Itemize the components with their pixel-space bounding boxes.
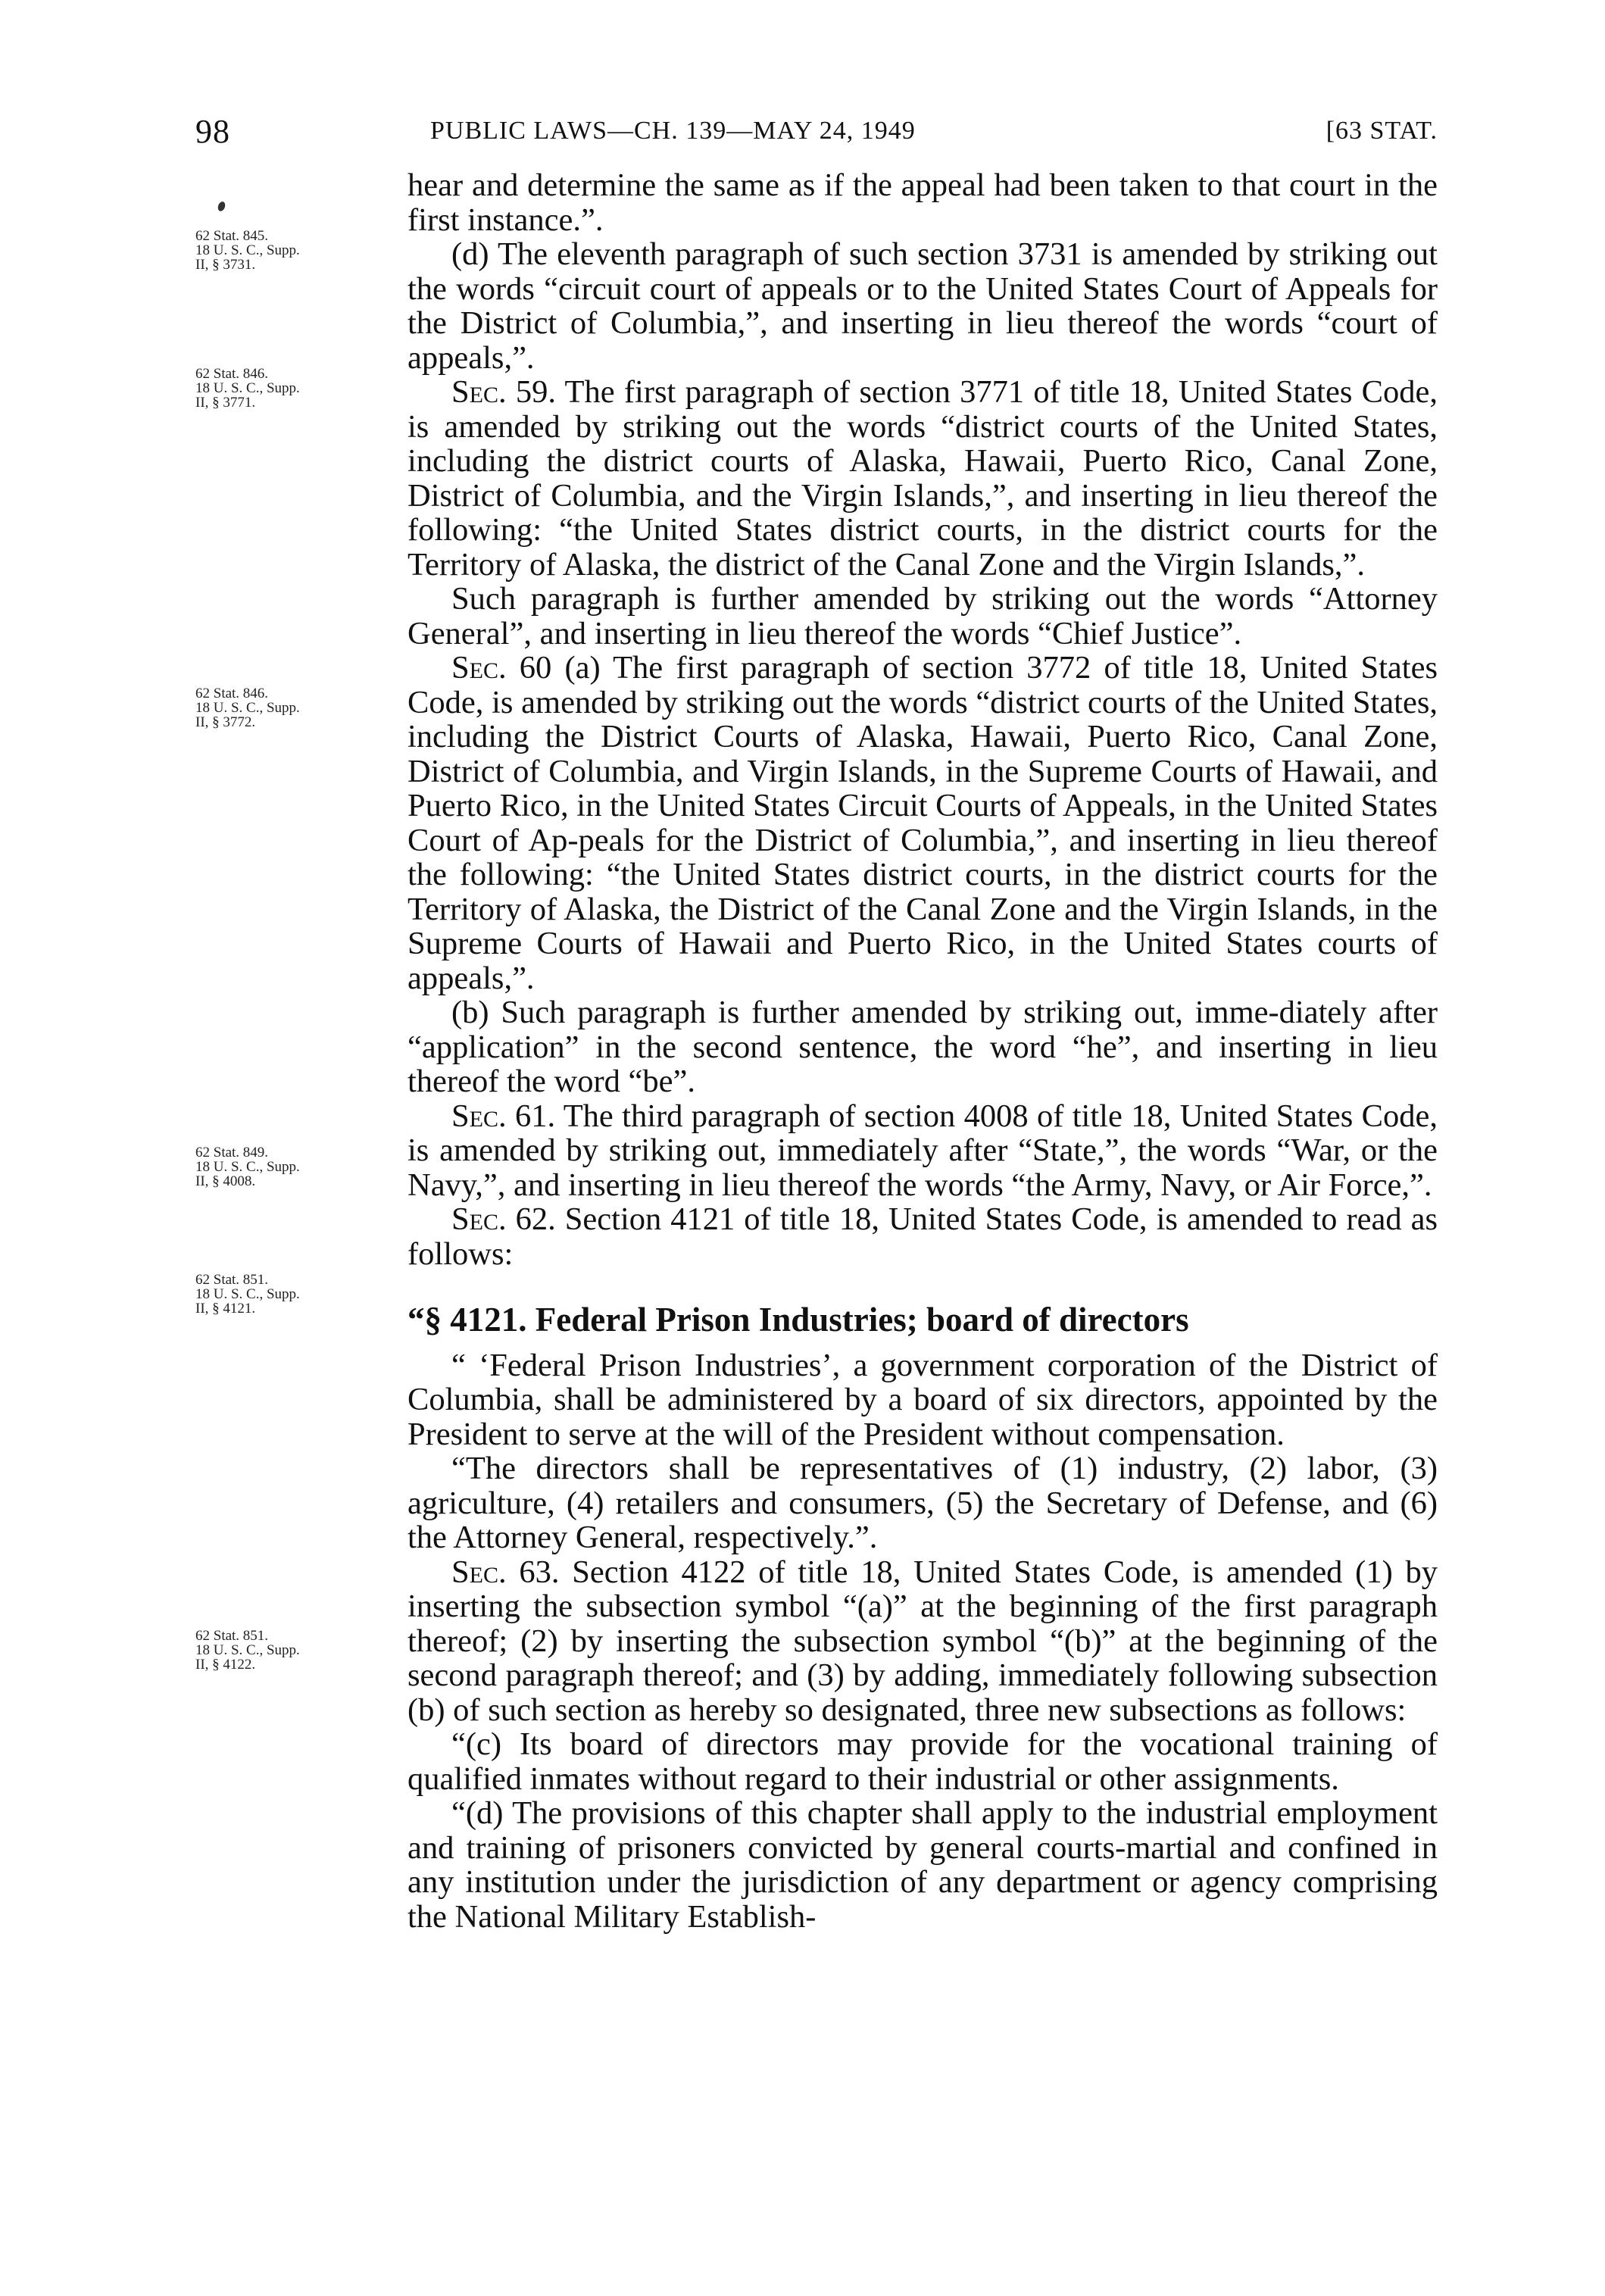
margin-mark-icon [217, 201, 226, 212]
margin-note: 62 Stat. 846. 18 U. S. C., Supp. II, § 3772. [195, 686, 300, 730]
paragraph: Sec. 63. Section 4122 of title 18, United States Code, is amended (1) by inserting the subsection symbol “(a)” at the beginning of the first paragraph thereof; (2) by inserting the subsection symbol “(b)” at the beginning of the second paragraph thereof; and (3) by adding, immediately following subsection (b) of such section as hereby so designated, three new subsections as follows: [407, 1554, 1438, 1728]
running-title: PUBLIC LAWS—CH. 139—MAY 24, 1949 [430, 117, 916, 145]
section-label: Sec. 59. [451, 374, 557, 410]
paragraph: Such paragraph is further amended by striking out the words “Attorney General”, and inserting in lieu thereof the words “Chief Justice”. [407, 581, 1438, 651]
section-label: Sec. 63. [451, 1554, 560, 1590]
paragraph: Sec. 59. The first paragraph of section 3771 of title 18, United States Code, is amended by striking out the words “district courts of the United States, including the district courts of Alaska, Hawaii, Puerto Rico, Canal Zone, District of Columbia, and the Virgin Islands,”, and inserting in lieu thereof the following: “the United States district courts, in the district courts for the Territory of Alaska, the district of the Canal Zone and the Virgin Islands,”. [407, 374, 1438, 583]
paragraph: (d) The eleventh paragraph of such section 3731 is amended by striking out the words “circuit court of appeals or to the United States Court of Appeals for the District of Columbia,”, and inserting in lieu thereof the words “court of appeals,”. [407, 236, 1438, 376]
section-heading: “§ 4121. Federal Prison Industries; board of directors [407, 1301, 1189, 1339]
volume-reference: [63 STAT. [1326, 117, 1438, 145]
margin-note: 62 Stat. 845. 18 U. S. C., Supp. II, § 3731. [195, 228, 300, 273]
section-label: Sec. 61. [451, 1098, 556, 1134]
margin-note: 62 Stat. 851. 18 U. S. C., Supp. II, § 4122. [195, 1628, 300, 1673]
paragraph: “The directors shall be representatives of (1) industry, (2) labor, (3) agriculture, (4) retailers and consumers, (5) the Secretary of Defense, and (6) the Attorney General, respectively.”. [407, 1451, 1438, 1555]
paragraph: “ ‘Federal Prison Industries’, a government corporation of the District of Columbia, shall be administered by a board of six directors, appointed by the President to serve at the will of the President without compensation. [407, 1347, 1438, 1452]
margin-note: 62 Stat. 849. 18 U. S. C., Supp. II, § 4008. [195, 1145, 300, 1189]
paragraph: Sec. 60 (a) The first paragraph of section 3772 of title 18, United States Code, is amended by striking out the words “district courts of the United States, including the District Courts of Alaska, Hawaii, Puerto Rico, Canal Zone, District of Columbia, and Virgin Islands, in the Supreme Courts of Hawaii, and Puerto Rico, in the United States Circuit Courts of Appeals, in the United States Court of Ap-peals for the District of Columbia,”, and inserting in lieu thereof the following: “the United States district courts, in the district courts for the Territory of Alaska, the District of the Canal Zone and the Virgin Islands, in the Supreme Courts of Hawaii and Puerto Rico, in the United States courts of appeals,”. [407, 650, 1438, 996]
paragraph: Sec. 62. Section 4121 of title 18, United States Code, is amended to read as follows: [407, 1201, 1438, 1272]
page-number: 98 [195, 113, 230, 150]
body-text [407, 168, 1438, 1934]
paragraph: “(d) The provisions of this chapter shall apply to the industrial employment and training of prisoners convicted by general courts-martial and confined in any institution under the jurisdiction of any department or agency comprising the National Military Establish- [407, 1795, 1438, 1935]
paragraph: (b) Such paragraph is further amended by striking out, imme-diately after “application” in the second sentence, the word “he”, and inserting in lieu thereof the word “be”. [407, 995, 1438, 1099]
margin-note: 62 Stat. 846. 18 U. S. C., Supp. II, § 3771. [195, 366, 300, 411]
paragraph: “(c) Its board of directors may provide for the vocational training of qualified inmates without regard to their industrial or other assignments. [407, 1726, 1438, 1797]
paragraph: Sec. 61. The third paragraph of section 4008 of title 18, United States Code, is amended by striking out, immediately after “State,”, the words “War, or the Navy,”, and inserting in lieu thereof the words “the Army, Navy, or Air Force,”. [407, 1098, 1438, 1203]
margin-note: 62 Stat. 851. 18 U. S. C., Supp. II, § 4121. [195, 1272, 300, 1317]
page-header [195, 112, 1438, 158]
section-label: Sec. 60 [451, 650, 552, 686]
paragraph: hear and determine the same as if the appeal had been taken to that court in the first instance.”. [407, 167, 1438, 238]
section-label: Sec. 62. [451, 1201, 556, 1237]
